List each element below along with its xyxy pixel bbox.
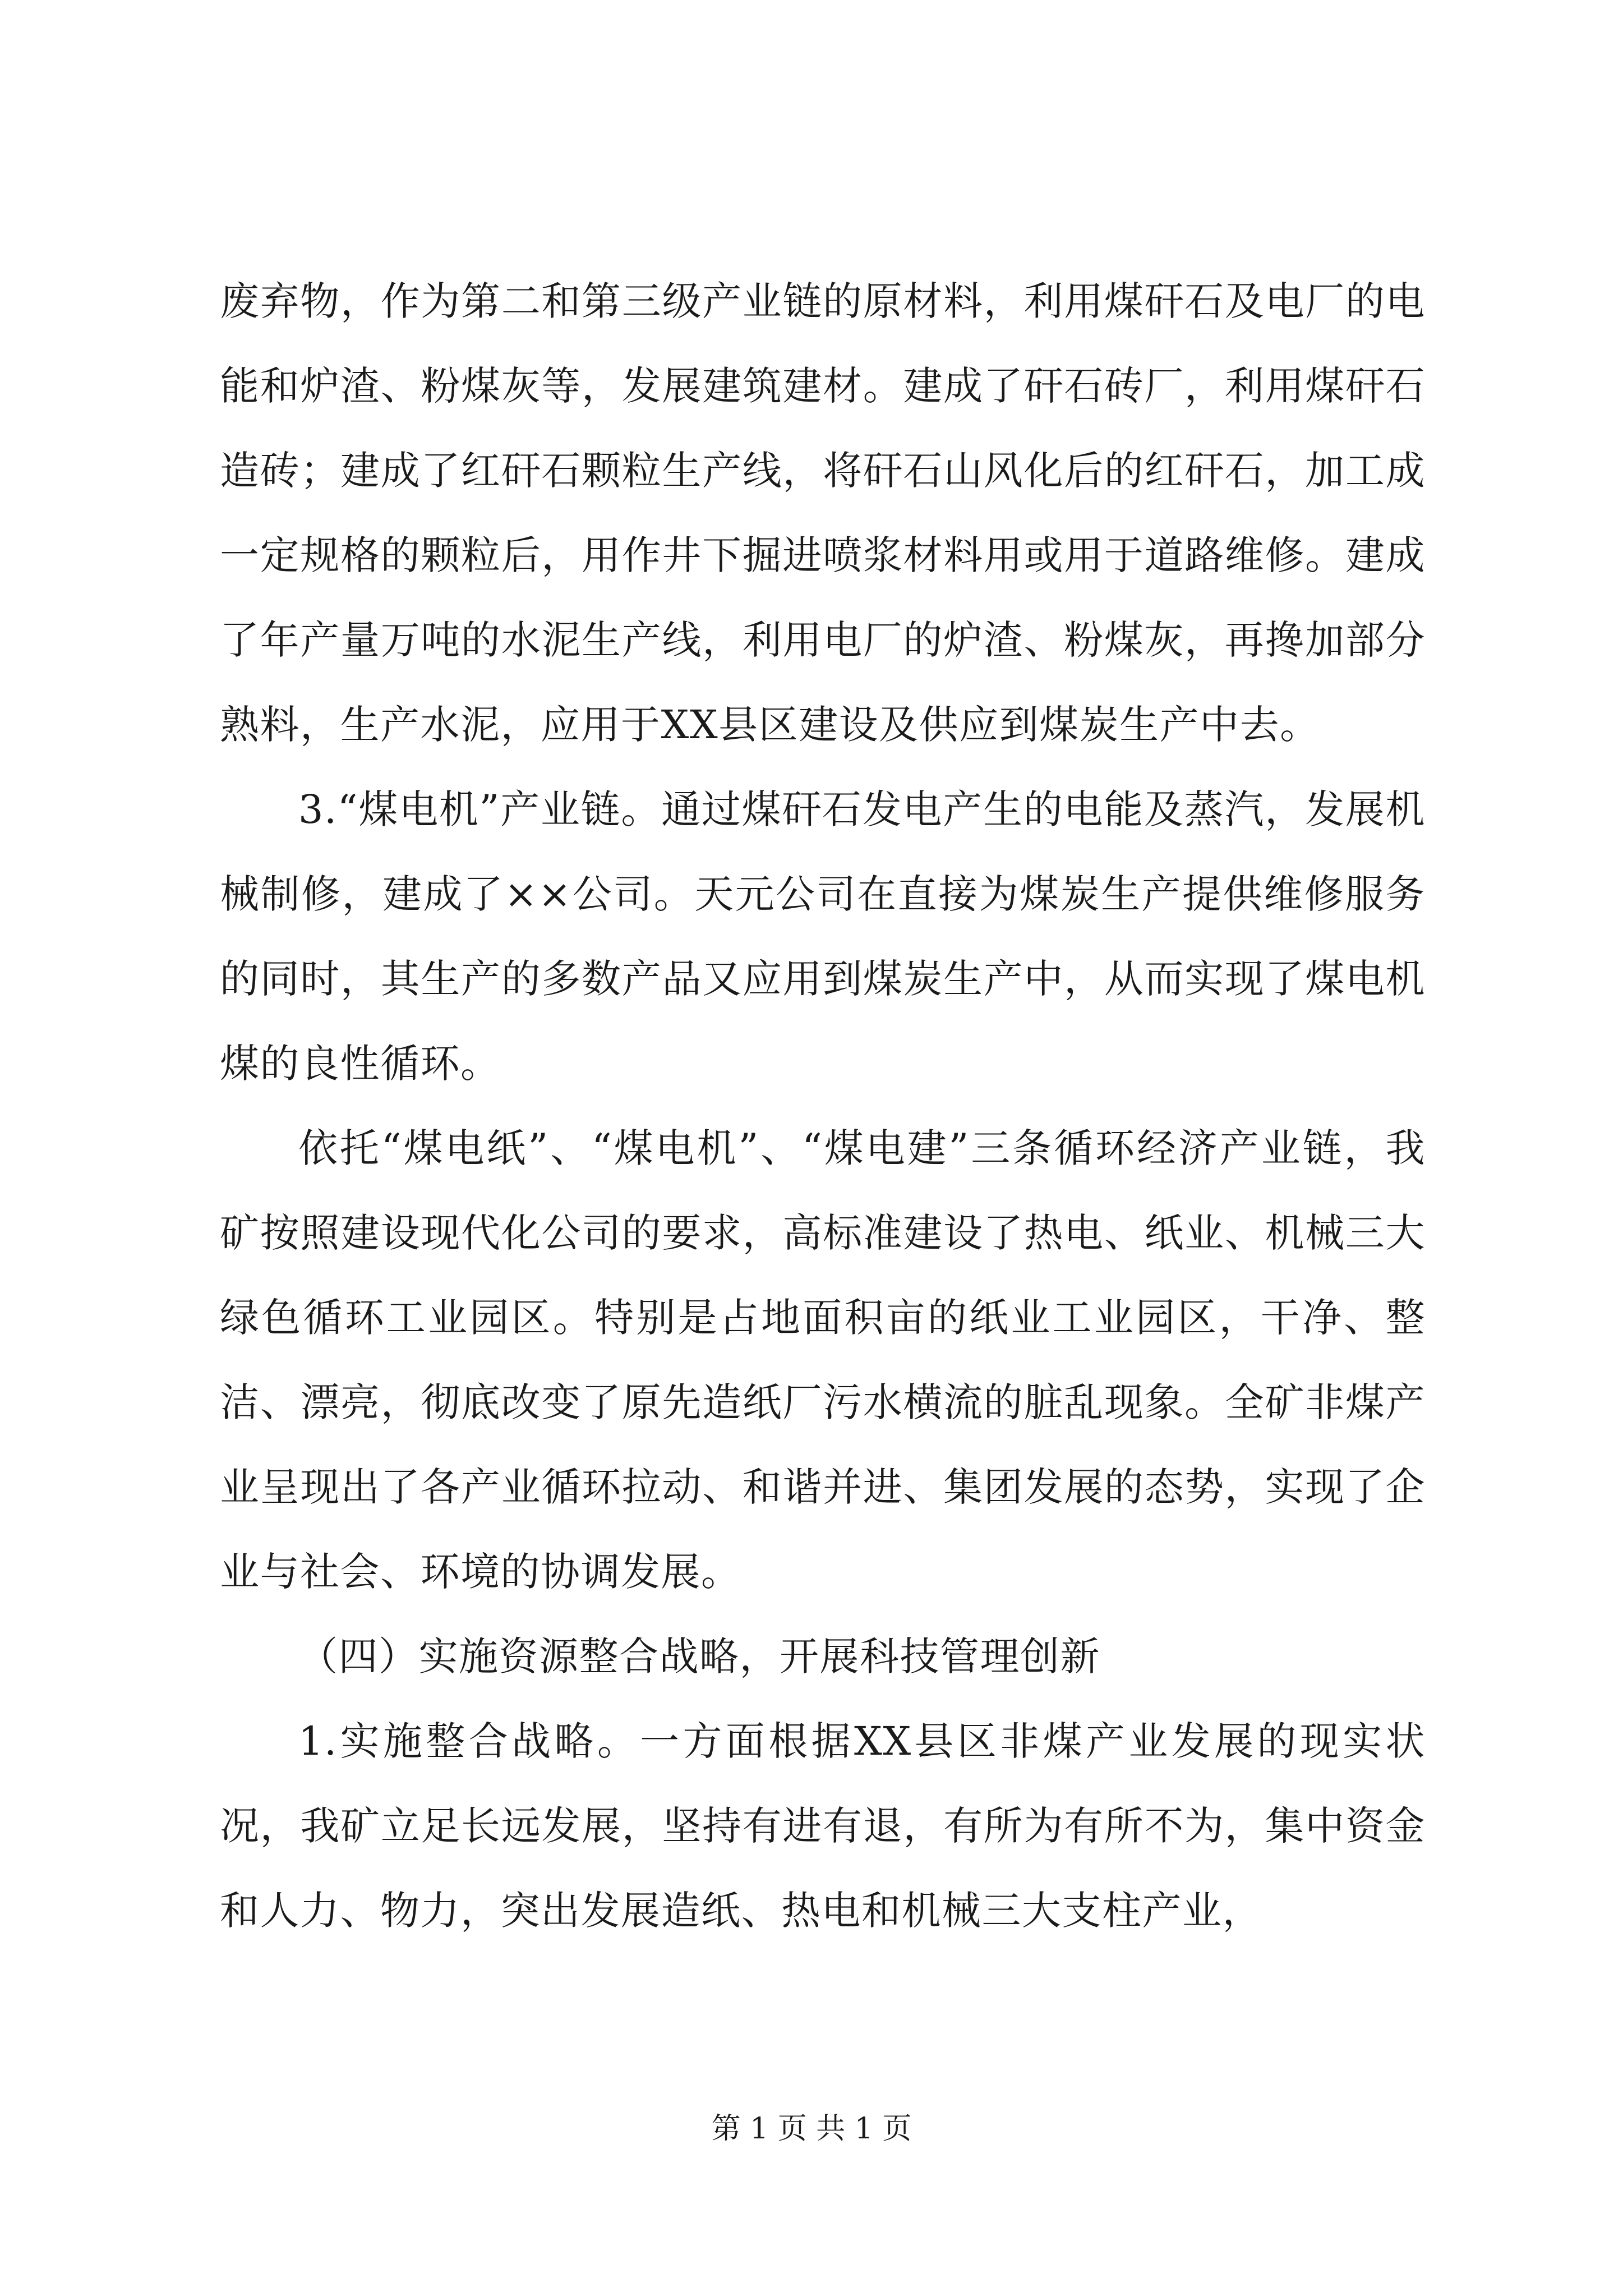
section-heading-resource-integration: （四）实施资源整合战略，开展科技管理创新 [298, 1634, 1100, 1680]
paragraph-coal-power-machinery-chain: 3.“煤电机”产业链。通过煤矸石发电产生的电能及蒸汽，发展机械制修，建成了××公司。天元公司在直接为煤炭生产提供维修服务的同时，其生产的多数产品又应用到煤炭生产中，从而实现了煤电机煤的良性循环。 [220, 786, 1426, 1087]
document-body [220, 259, 1426, 1953]
page-footer: 第 1 页 共 1 页 [711, 2112, 912, 2146]
paragraph-industrial-parks: 依托“煤电纸”、“煤电机”、“煤电建”三条循环经济产业链，我矿按照建设现代化公司的要求，高标准建设了热电、纸业、机械三大绿色循环工业园区。特别是占地面积亩的纸业工业园区，干净、整洁、漂亮，彻底改变了原先造纸厂污水横流的脏乱现象。全矿非煤产业呈现出了各产业循环拉动、和谐并进、集团发展的态势，实现了企业与社会、环境的协调发展。 [220, 1125, 1426, 1595]
paragraph-integration-strategy: 1.实施整合战略。一方面根据XX县区非煤产业发展的现实状况，我矿立足长远发展，坚持有进有退，有所为有所不为，集中资金和人力、物力，突出发展造纸、热电和机械三大支柱产业， [220, 1718, 1426, 1934]
paragraph-waste-materials: 废弃物，作为第二和第三级产业链的原材料，利用煤矸石及电厂的电能和炉渣、粉煤灰等，发展建筑建材。建成了矸石砖厂，利用煤矸石造砖；建成了红矸石颗粒生产线，将矸石山风化后的红矸石，加工成一定规格的颗粒后，用作井下掘进喷浆材料用或用于道路维修。建成了年产量万吨的水泥生产线，利用电厂的炉渣、粉煤灰，再搀加部分熟料，生产水泥，应用于XX县区建设及供应到煤炭生产中去。 [220, 278, 1426, 748]
